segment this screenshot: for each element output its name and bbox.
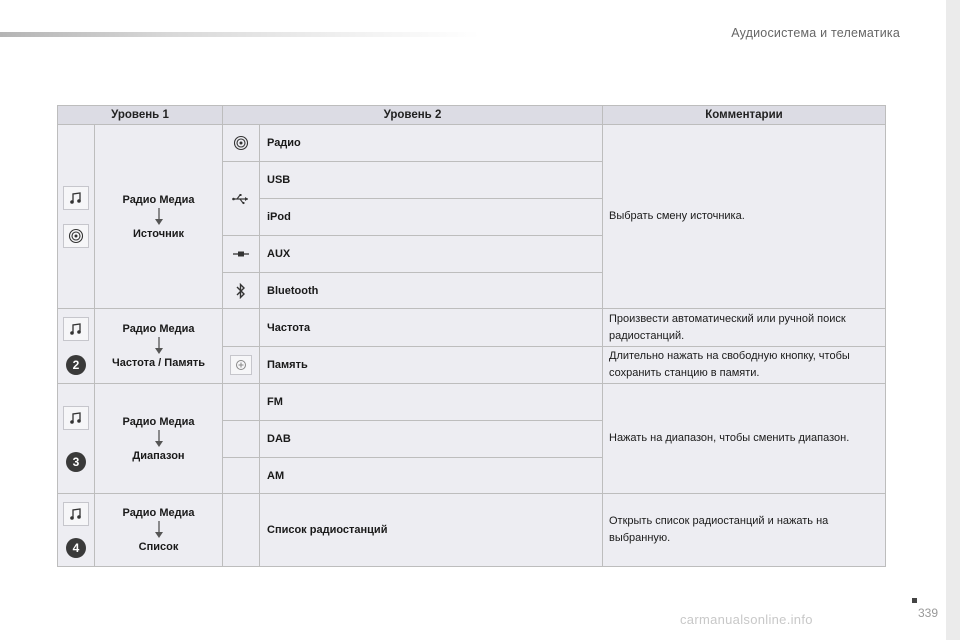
- level1-top-label: Радио Медиа: [122, 415, 195, 428]
- step-badge: 3: [66, 452, 86, 472]
- memory-icon: [230, 355, 252, 375]
- table-header-row: [58, 106, 886, 125]
- table-row: [58, 384, 886, 421]
- level2-icon-cell: [223, 273, 260, 309]
- bluetooth-icon: [236, 283, 246, 299]
- comment-list: Открыть список радиостанций и нажать на выбранную.: [603, 494, 886, 567]
- page-edge-strip: [946, 0, 960, 640]
- comment-memory: Длительно нажать на свободную кнопку, чтобы сохранить станцию в памяти.: [603, 347, 886, 384]
- music-note-icon: [63, 502, 89, 526]
- comment-band: Нажать на диапазон, чтобы сменить диапазон.: [603, 384, 886, 494]
- page-number: 339: [917, 606, 938, 620]
- arrow-down-icon: [153, 207, 165, 227]
- side-icons-cell: [58, 384, 95, 494]
- level2-aux: AUX: [260, 236, 603, 273]
- level1-bottom-label: Список: [138, 541, 179, 553]
- header-level2: Уровень 2: [223, 106, 603, 125]
- level1-top-label: Радио Медиа: [122, 507, 195, 519]
- aux-icon: [232, 249, 250, 259]
- radio-icon: [63, 224, 89, 248]
- menu-table: [57, 105, 886, 567]
- level1-bottom-label: Диапазон: [132, 449, 185, 462]
- level2-icon-cell: [223, 458, 260, 494]
- music-note-icon: [63, 317, 89, 341]
- music-note-icon: [63, 186, 89, 210]
- header-gradient-bar: [0, 32, 480, 37]
- level1-cell: [95, 494, 223, 567]
- level2-icon-cell: [223, 125, 260, 162]
- side-icons-cell: [58, 125, 95, 309]
- level2-memory: Память: [260, 347, 603, 384]
- radio-icon: [233, 135, 249, 151]
- level2-icon-cell: [223, 162, 260, 236]
- level2-fm: FM: [260, 384, 603, 421]
- level1-cell: [95, 125, 223, 309]
- page-marker: [912, 598, 917, 603]
- header-comments: Комментарии: [603, 106, 886, 125]
- level2-icon-cell: [223, 347, 260, 384]
- level2-dab: DAB: [260, 421, 603, 458]
- comment-frequency: Произвести автоматический или ручной поиск радиостанций.: [603, 309, 886, 347]
- level2-icon-cell: [223, 421, 260, 458]
- watermark: carmanualsonline.info: [680, 612, 813, 627]
- level2-frequency: Частота: [260, 309, 603, 347]
- arrow-down-icon: [153, 336, 165, 356]
- level1-bottom-label: Источник: [132, 227, 184, 240]
- level2-icon-cell: [223, 384, 260, 421]
- arrow-down-icon: [153, 429, 165, 449]
- level2-usb: USB: [260, 162, 603, 199]
- step-badge: 4: [66, 538, 86, 558]
- arrow-down-icon: [153, 520, 165, 540]
- level1-top-label: Радио Медиа: [122, 323, 195, 335]
- side-icons-cell: [58, 494, 95, 567]
- level2-am: AM: [260, 458, 603, 494]
- table-row: [58, 494, 886, 567]
- table-row: [58, 125, 886, 162]
- usb-icon: [232, 193, 250, 205]
- header-level1: Уровень 1: [58, 106, 223, 125]
- comment-source: Выбрать смену источника.: [603, 125, 886, 309]
- step-badge: 2: [66, 355, 86, 375]
- level2-radio: Радио: [260, 125, 603, 162]
- level2-icon-cell: [223, 236, 260, 273]
- music-note-icon: [63, 406, 89, 430]
- level1-top-label: Радио Медиа: [122, 193, 195, 206]
- level1-bottom-label: Частота / Память: [111, 357, 206, 369]
- page-section-title: Аудиосистема и телематика: [731, 26, 900, 40]
- level1-cell: [95, 309, 223, 384]
- side-icons-cell: [58, 309, 95, 384]
- level2-icon-cell: [223, 309, 260, 347]
- level2-ipod: iPod: [260, 199, 603, 236]
- level2-bluetooth: Bluetooth: [260, 273, 603, 309]
- table-row: [58, 309, 886, 347]
- level2-icon-cell: [223, 494, 260, 567]
- level1-cell: [95, 384, 223, 494]
- level2-station-list: Список радиостанций: [260, 494, 603, 567]
